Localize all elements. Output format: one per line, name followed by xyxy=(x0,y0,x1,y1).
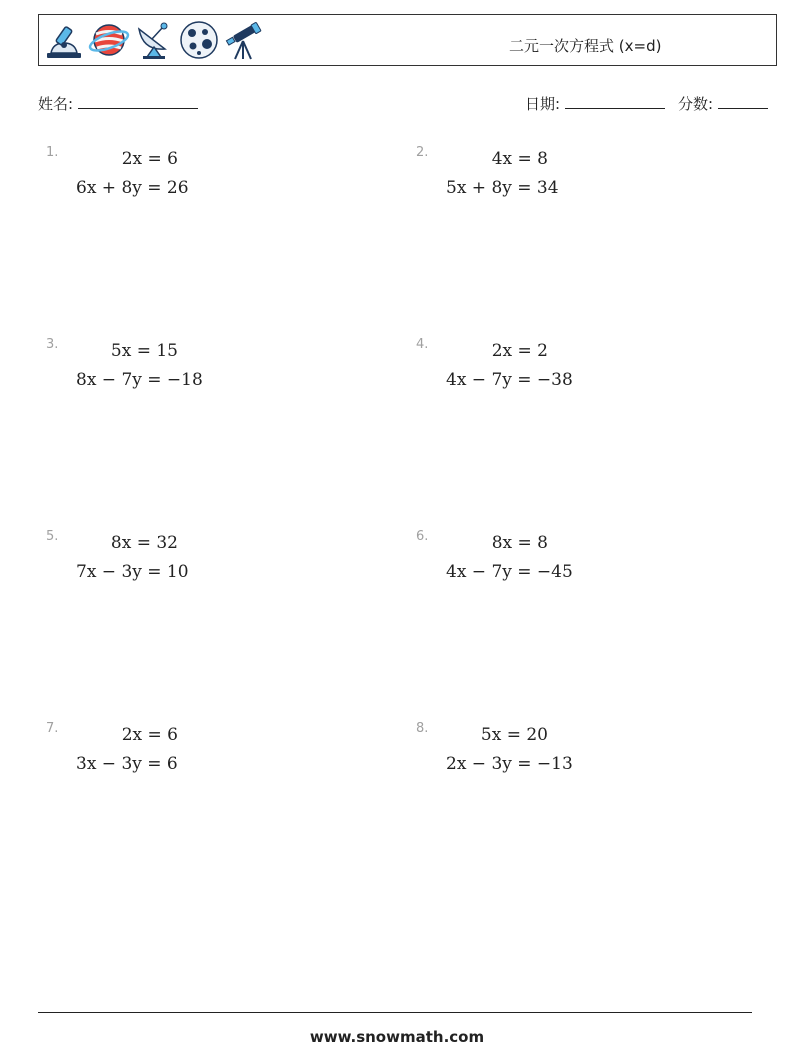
score-field xyxy=(678,93,768,114)
problem-number: 6. xyxy=(416,529,429,544)
equation-1: 5x = 15 xyxy=(110,341,178,361)
name-field xyxy=(38,93,198,114)
equation-2: 8x − 7y = −18 xyxy=(76,370,203,390)
moon-icon xyxy=(178,19,220,61)
problem-number: 1. xyxy=(46,145,59,160)
problem-2 xyxy=(416,145,736,215)
score-label: 分数: xyxy=(678,95,714,113)
equation-1: 2x = 6 xyxy=(121,149,178,169)
satellite-dish-icon xyxy=(133,19,175,61)
equation-2: 5x + 8y = 34 xyxy=(446,178,559,198)
worksheet-title: 二元一次方程式 (x=d) xyxy=(509,37,662,55)
problem-number: 2. xyxy=(416,145,429,160)
equation-1: 4x = 8 xyxy=(491,149,548,169)
problem-7 xyxy=(46,721,366,791)
problem-5 xyxy=(46,529,366,599)
header-icons xyxy=(43,19,265,61)
planet-icon xyxy=(88,19,130,61)
equation-2: 4x − 7y = −45 xyxy=(446,562,573,582)
equation-1: 8x = 8 xyxy=(491,533,548,553)
name-blank xyxy=(78,94,198,109)
footer-divider xyxy=(38,1012,752,1013)
problem-6 xyxy=(416,529,736,599)
worksheet-header xyxy=(38,14,777,66)
microscope-icon xyxy=(43,19,85,61)
problem-8 xyxy=(416,721,736,791)
problem-number: 7. xyxy=(46,721,59,736)
footer-url: www.snowmath.com xyxy=(309,1028,485,1046)
equation-2: 7x − 3y = 10 xyxy=(76,562,189,582)
equation-2: 6x + 8y = 26 xyxy=(76,178,189,198)
equation-1: 2x = 6 xyxy=(121,725,178,745)
equation-1: 5x = 20 xyxy=(480,725,548,745)
equation-2: 3x − 3y = 6 xyxy=(76,754,178,774)
problem-3 xyxy=(46,337,366,407)
problem-number: 3. xyxy=(46,337,59,352)
equation-2: 2x − 3y = −13 xyxy=(446,754,573,774)
score-blank xyxy=(718,94,768,109)
problem-4 xyxy=(416,337,736,407)
name-label: 姓名: xyxy=(38,95,74,113)
date-label: 日期: xyxy=(525,95,561,113)
problem-1 xyxy=(46,145,366,215)
equation-1: 2x = 2 xyxy=(491,341,548,361)
problem-number: 5. xyxy=(46,529,59,544)
date-blank xyxy=(565,94,665,109)
problem-number: 8. xyxy=(416,721,429,736)
problem-number: 4. xyxy=(416,337,429,352)
date-field xyxy=(525,93,665,114)
equation-2: 4x − 7y = −38 xyxy=(446,370,573,390)
equation-1: 8x = 32 xyxy=(110,533,178,553)
telescope-icon xyxy=(223,19,265,61)
